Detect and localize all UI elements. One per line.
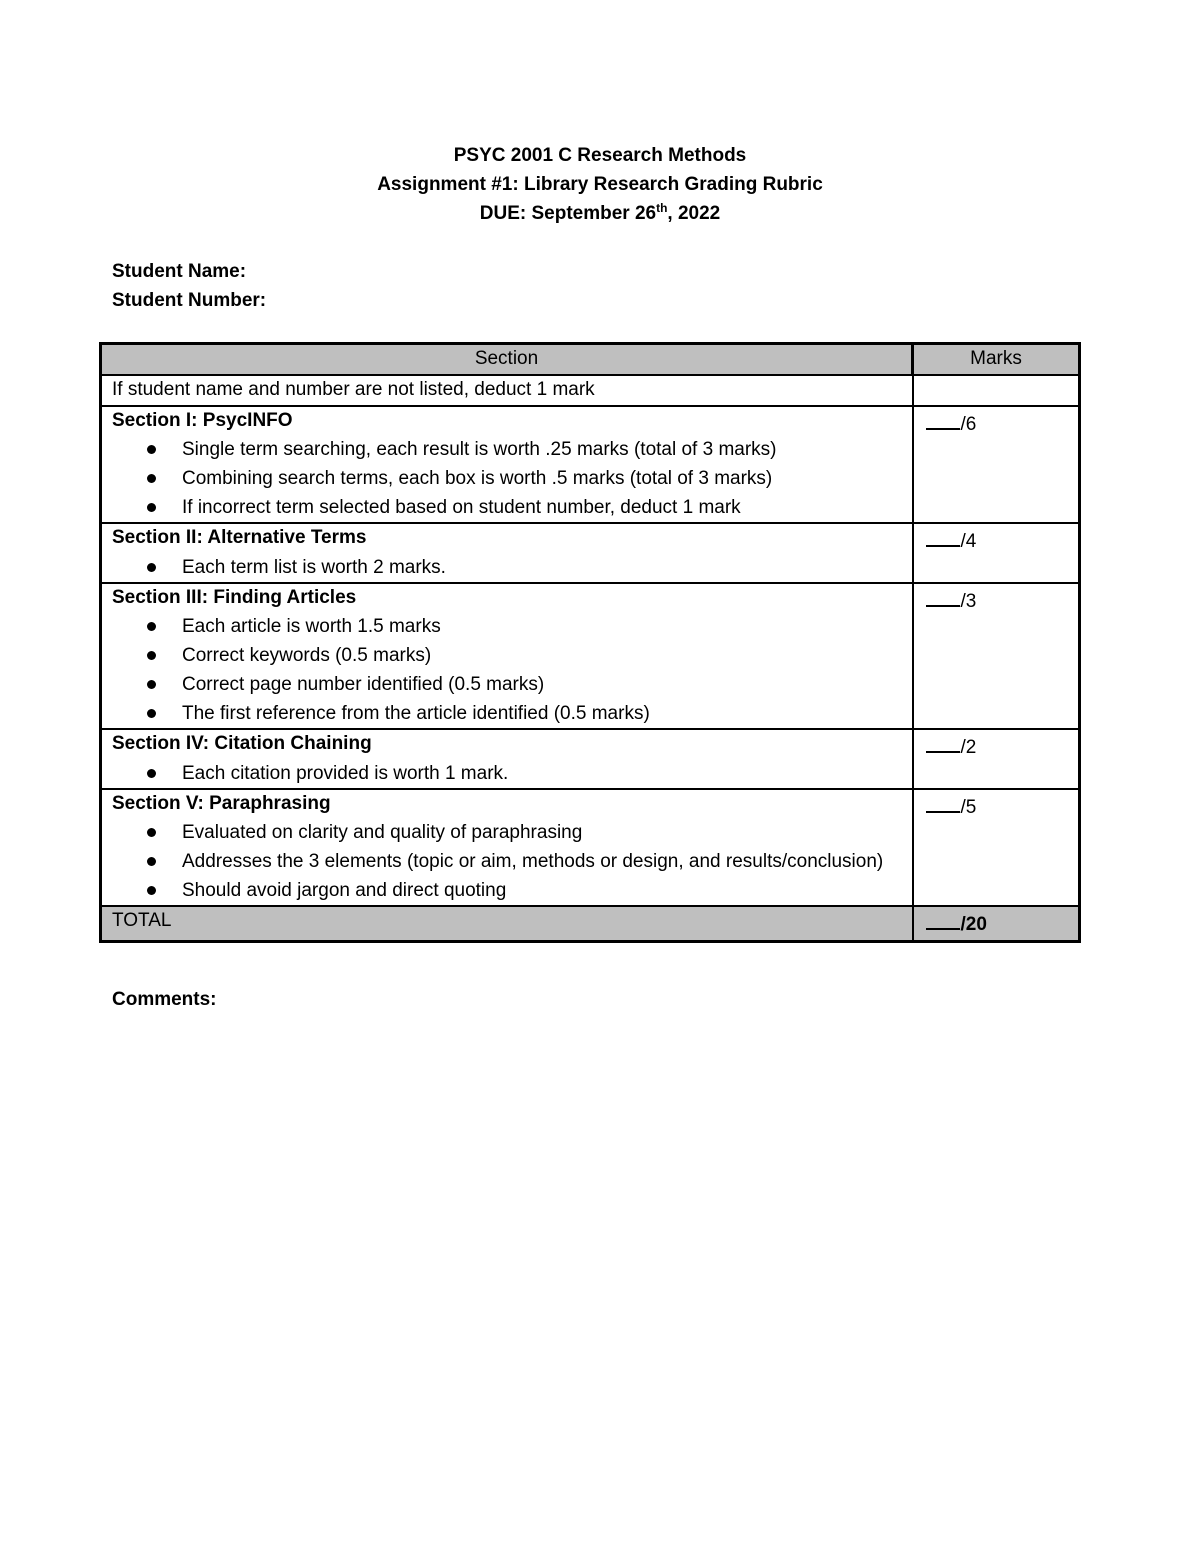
section-title: Section V: Paraphrasing bbox=[112, 792, 331, 814]
list-item: Should avoid jargon and direct quoting bbox=[182, 876, 902, 905]
document-header bbox=[0, 141, 1200, 228]
marks-value: /2 bbox=[960, 737, 977, 758]
marks-blank-line bbox=[926, 730, 960, 753]
marks-cell bbox=[913, 523, 1080, 583]
comments-label: Comments: bbox=[112, 989, 217, 1010]
section-title: Section IV: Citation Chaining bbox=[112, 733, 372, 754]
section-cell bbox=[101, 523, 913, 583]
total-row bbox=[101, 906, 1080, 941]
table-row bbox=[101, 523, 1080, 583]
marks-blank-line bbox=[926, 407, 960, 430]
section-cell bbox=[101, 406, 913, 524]
section-bullets bbox=[112, 435, 902, 522]
total-label: TOTAL bbox=[112, 910, 172, 931]
list-item: If incorrect term selected based on student number, deduct 1 mark bbox=[182, 493, 902, 522]
section-column-header: Section bbox=[101, 344, 913, 376]
list-item: Single term searching, each result is worth .25 marks (total of 3 marks) bbox=[182, 435, 902, 464]
table-row bbox=[101, 583, 1080, 730]
list-item: Correct page number identified (0.5 marks) bbox=[182, 670, 902, 699]
section-bullets bbox=[112, 759, 902, 788]
list-item: Each article is worth 1.5 marks bbox=[182, 612, 902, 641]
section-cell bbox=[101, 789, 913, 907]
deduct-row-text: If student name and number are not listed, deduct 1 mark bbox=[101, 375, 913, 406]
table-row bbox=[101, 729, 1080, 789]
total-label-cell bbox=[101, 906, 913, 941]
section-cell bbox=[101, 729, 913, 789]
marks-value: /3 bbox=[960, 590, 977, 612]
student-name-label: Student Name: bbox=[112, 261, 247, 282]
list-item: Addresses the 3 elements (topic or aim, methods or design, and results/conclusion) bbox=[182, 847, 902, 876]
section-title: Section I: PsycINFO bbox=[112, 409, 293, 431]
marks-column-header: Marks bbox=[913, 344, 1080, 376]
due-date-ordinal: th bbox=[656, 201, 668, 215]
marks-cell bbox=[913, 729, 1080, 789]
section-bullets bbox=[112, 553, 902, 582]
list-item: Each term list is worth 2 marks. bbox=[182, 553, 902, 582]
marks-blank-line bbox=[926, 524, 960, 547]
marks-cell bbox=[913, 406, 1080, 524]
student-number-label: Student Number: bbox=[112, 290, 267, 311]
list-item: Each citation provided is worth 1 mark. bbox=[182, 759, 902, 788]
section-title: Section II: Alternative Terms bbox=[112, 527, 367, 548]
list-item: The first reference from the article identified (0.5 marks) bbox=[182, 699, 902, 728]
course-title: PSYC 2001 C Research Methods bbox=[453, 145, 747, 166]
marks-cell bbox=[913, 789, 1080, 907]
marks-cell bbox=[913, 583, 1080, 730]
deduct-row-marks bbox=[913, 375, 1080, 406]
table-row bbox=[101, 789, 1080, 907]
table-row bbox=[101, 406, 1080, 524]
due-date bbox=[0, 199, 1200, 228]
assignment-title: Assignment #1: Library Research Grading Rubric bbox=[377, 174, 823, 195]
deduct-row bbox=[101, 375, 1080, 406]
total-marks-value: /20 bbox=[960, 914, 987, 935]
list-item: Combining search terms, each box is worth .5 marks (total of 3 marks) bbox=[182, 464, 902, 493]
due-date-suffix: , 2022 bbox=[667, 203, 721, 224]
marks-value: /4 bbox=[960, 531, 977, 552]
due-date-prefix: DUE: September 26 bbox=[479, 203, 657, 224]
list-item: Evaluated on clarity and quality of paraphrasing bbox=[182, 818, 902, 847]
section-bullets bbox=[112, 818, 902, 905]
table-header-row bbox=[101, 344, 1080, 376]
marks-value: /5 bbox=[960, 796, 977, 818]
section-cell bbox=[101, 583, 913, 730]
rubric-table bbox=[99, 342, 1081, 943]
student-info bbox=[112, 257, 266, 315]
marks-blank-line bbox=[926, 790, 960, 813]
total-marks-cell bbox=[913, 906, 1080, 941]
marks-blank-line bbox=[926, 907, 960, 930]
marks-blank-line bbox=[926, 584, 960, 607]
list-item: Correct keywords (0.5 marks) bbox=[182, 641, 902, 670]
section-title: Section III: Finding Articles bbox=[112, 586, 357, 608]
section-bullets bbox=[112, 612, 902, 728]
marks-value: /6 bbox=[960, 413, 977, 435]
